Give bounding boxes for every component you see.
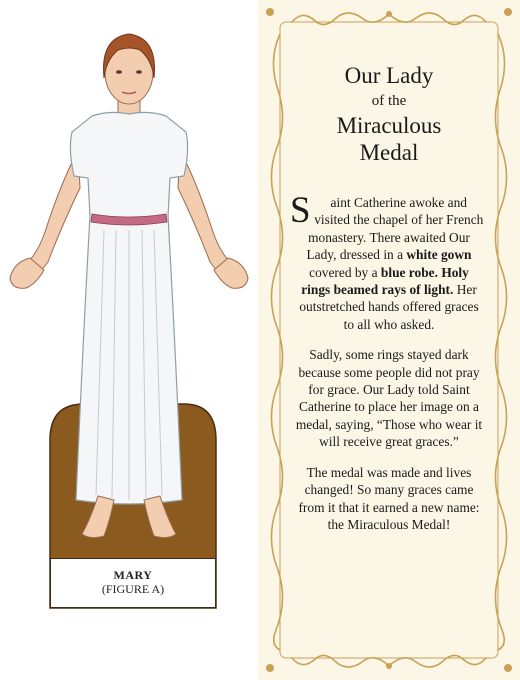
article xyxy=(290,62,484,546)
title-line-4: Medal xyxy=(359,140,419,165)
drop-cap: S xyxy=(290,190,311,231)
title-line-3: Miraculous xyxy=(336,113,442,138)
para1-bold-rays-of-light: rays of light. xyxy=(381,282,454,298)
title-line-1: Our Lady xyxy=(344,63,434,88)
caption-name: MARY xyxy=(113,568,153,582)
paragraph-2: Sadly, some rings stayed dark because some people did not pray for grace. Our Lady told Saint Catherine to place her image on a medal, saying, “Those who wear it will receive great graces.” xyxy=(295,347,483,450)
para1-text-5: Her outstretched hands offered graces to all who asked. xyxy=(299,282,479,332)
para1-bold-blue-robe: blue robe. xyxy=(380,264,438,280)
caption-subtitle: (FIGURE A) xyxy=(101,582,165,596)
para1-bold-holy-rings: Holy rings beamed xyxy=(301,264,469,298)
para1-text-1: aint Catherine awoke and visited the chapel of her French monastery. There awaited Our Lady, dressed in a xyxy=(306,195,484,263)
paper-doll-panel xyxy=(0,0,258,680)
figure-caption xyxy=(50,558,216,608)
article-body xyxy=(290,190,484,533)
para1-bold-white-gown: white gown xyxy=(406,247,472,263)
text-panel xyxy=(258,0,520,680)
title-line-2: of the xyxy=(371,93,407,109)
paragraph-3: The medal was made and lives changed! So many graces came from it that it earned a new name: the Miraculous Medal! xyxy=(298,464,480,532)
paragraph-1 xyxy=(290,190,484,333)
para1-text-2: covered by a xyxy=(309,264,381,280)
